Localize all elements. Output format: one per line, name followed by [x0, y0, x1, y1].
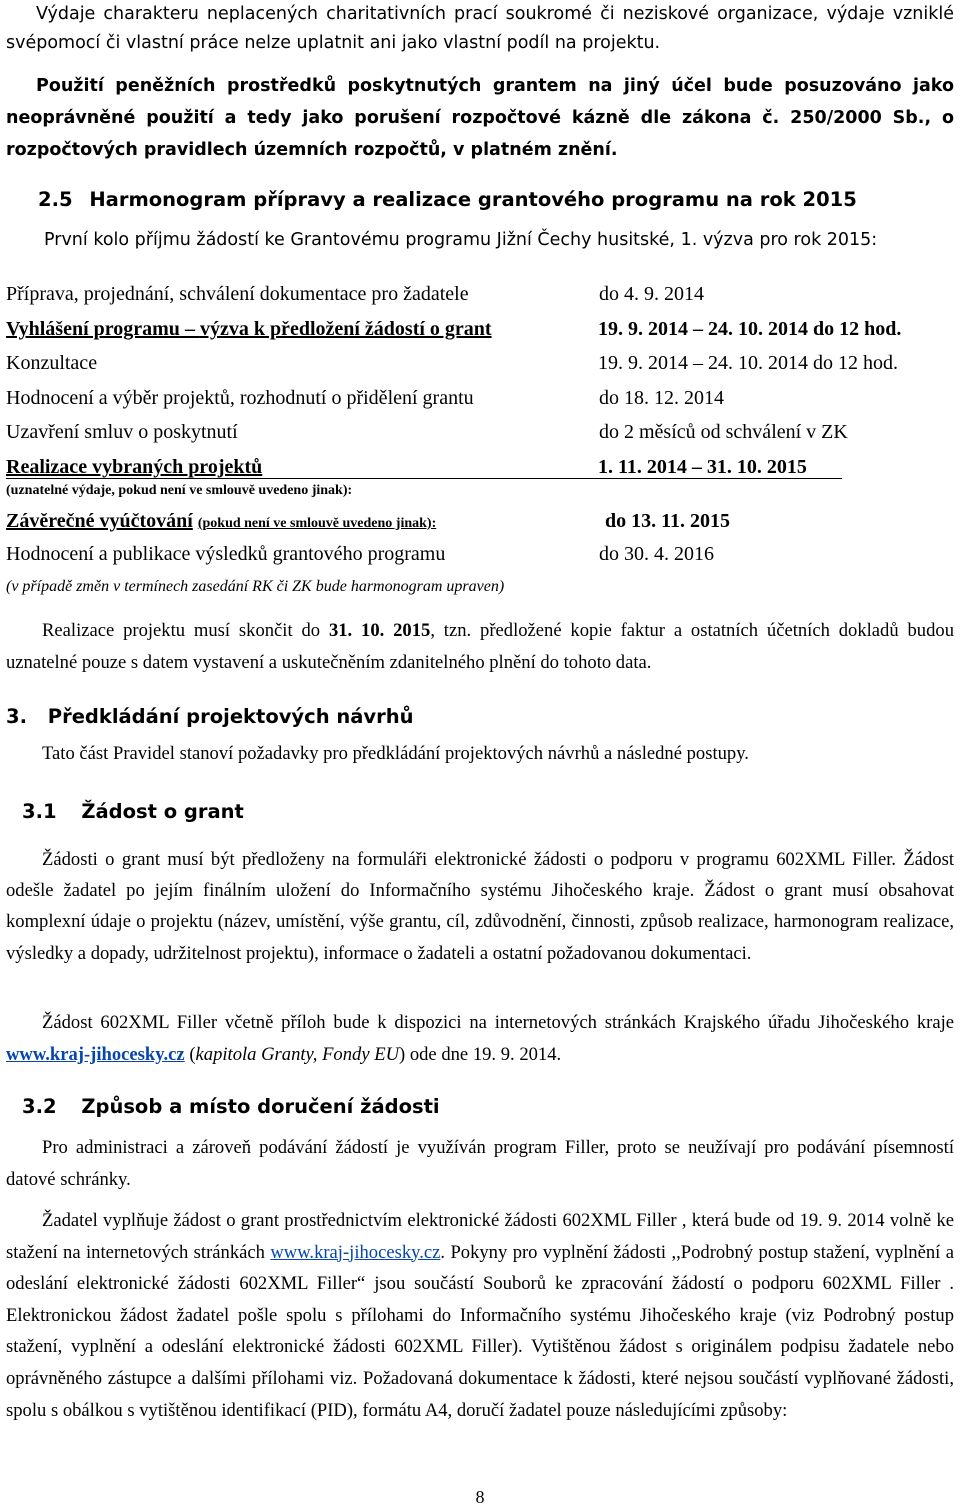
schedule-label: Konzultace	[6, 352, 98, 374]
section-number: 3.2	[22, 1095, 57, 1118]
section-3-2-heading	[22, 1095, 440, 1118]
schedule-label-part-1: Vyhlášení programu	[6, 318, 180, 340]
paragraph-text: Žádost 602XML Filler včetně příloh bude k dispozici na internetových stránkách Krajského úřadu Jihočeského kraje	[42, 1012, 954, 1033]
section-2-5-lead: První kolo příjmu žádostí ke Grantovému programu Jižní Čechy husitské, 1. výzva pro rok 2015:	[44, 230, 878, 250]
section-3-1-paragraph-2	[6, 1007, 954, 1070]
schedule-value: do 4. 9. 2014	[599, 283, 704, 305]
schedule-value: 19. 9. 2014 – 24. 10. 2014 do 12 hod.	[598, 318, 902, 340]
schedule-label: Realizace vybraných projektů	[6, 456, 263, 478]
section-title: Harmonogram přípravy a realizace grantového programu na rok 2015	[89, 188, 857, 211]
section-3-heading	[6, 705, 414, 728]
section-title: Způsob a místo doručení žádosti	[81, 1095, 440, 1118]
paragraph-text: . Pokyny pro vyplnění žádosti ,,Podrobný postup stažení, vyplnění a odeslání elektronické žádosti 602XML Filler“ jsou součástí Souborů ke zpracování žádostí o podporu 602XML Filler . Elektronickou žádost žadatel pošle spolu s přílohami do Informačního systému Jihočeského kraje (viz Podrobný postup stažení, vyplnění a odeslání elektronické žádosti 602XML Filler). Vytištěnou žádost s originálem podpisu žadatele nebo oprávněného zástupce a dalšími přílohami viz. Požadovaná dokumentace k žádosti, které nejsou součástí vyplňované žádosti, spolu s obálkou s vytištěnou identifikací (PID), formátu A4, doručí žadatel pouze následujícími způsoby:	[6, 1241, 954, 1421]
closing-date: 31. 10. 2015	[328, 620, 431, 641]
schedule-value: 19. 9. 2014 – 24. 10. 2014 do 12 hod.	[598, 352, 898, 374]
intro-paragraph-2: Použití peněžních prostředků poskytnutých grantem na jiný účel bude posuzováno jako neoprávněné použití a tedy jako porušení rozpočtové kázně dle zákona č. 250/2000 Sb., o rozpočtových pravidlech územních rozpočtů, v platném znění.	[6, 76, 954, 160]
paragraph-italic: kapitola Granty, Fondy EU	[195, 1043, 399, 1065]
schedule-label-part-2: výzva k předložení žádostí o grant	[199, 318, 492, 340]
schedule-label	[6, 510, 436, 533]
section-number: 3.1	[22, 800, 57, 823]
schedule-rule	[6, 478, 842, 479]
kraj-website-link[interactable]: www.kraj-jihocesky.cz	[6, 1043, 185, 1065]
schedule-label: Uzavření smluv o poskytnutí	[6, 421, 238, 443]
paragraph-text: (	[184, 1043, 196, 1065]
schedule-label	[6, 318, 492, 341]
intro-paragraph-1: Výdaje charakteru neplacených charitativních prací soukromé či neziskové organizace, výdaje vzniklé svépomocí či vlastní práce nelze uplatnit ani jako vlastní podíl na projektu.	[6, 4, 954, 53]
section-title: Předkládání projektových návrhů	[47, 705, 414, 728]
paragraph-text: ) ode dne 19. 9. 2014.	[399, 1043, 562, 1065]
schedule-label: Příprava, projednání, schválení dokumentace pro žadatele	[6, 283, 469, 305]
schedule-value: do 30. 4. 2016	[599, 543, 714, 565]
schedule-label-main: Závěrečné vyúčtování	[6, 510, 193, 532]
schedule-value: do 18. 12. 2014	[599, 387, 724, 409]
schedule-value: 1. 11. 2014 – 31. 10. 2015	[598, 456, 807, 478]
section-3-1-paragraph-1: Žádosti o grant musí být předloženy na formuláři elektronické žádosti o podporu v programu 602XML Filler. Žádost odešle žadatel po jejím finálním uložení do Informačního systému Jihočeského kraje. Žádost o grant musí obsahovat komplexní údaje o projektu (název, umístění, výše grantu, cíl, zdůvodnění, činnosti, způsob realizace, harmonogram realizace, výsledky a dopady, udržitelnost projektu), informace o žadateli a ostatní požadovanou dokumentaci.	[6, 849, 954, 964]
schedule-label: Hodnocení a výběr projektů, rozhodnutí o přidělení grantu	[6, 387, 474, 409]
schedule-label-separator: –	[179, 318, 200, 340]
section-3-1-heading	[22, 800, 244, 823]
section-number: 2.5	[38, 188, 73, 211]
section-3-2-paragraph-2	[6, 1205, 954, 1426]
schedule-label-note: (pokud není ve smlouvě uvedeno jinak):	[197, 516, 437, 531]
schedule-value: do 13. 11. 2015	[605, 510, 731, 532]
schedule-value: do 2 měsíců od schválení v ZK	[599, 421, 848, 443]
paragraph-text: Žadatel vyplňuje žádost o grant prostřednictvím elektronické žádosti 602XML Filler , která bude od 19. 9. 2014 volně ke stažení na internetových stránkách	[6, 1210, 954, 1263]
section-number: 3.	[6, 705, 27, 728]
section-2-5-closing	[6, 615, 954, 679]
schedule-note: (uznatelné výdaje, pokud není ve smlouvě uvedeno jinak):	[6, 483, 353, 498]
section-3-text: Tato část Pravidel stanoví požadavky pro předkládání projektových návrhů a následné postupy.	[42, 743, 749, 764]
closing-text-a: Realizace projektu musí skončit do	[42, 620, 329, 641]
schedule-label: Hodnocení a publikace výsledků grantového programu	[6, 543, 446, 565]
section-2-5-heading	[38, 188, 857, 211]
kraj-website-link[interactable]: www.kraj-jihocesky.cz	[270, 1241, 441, 1263]
page-number: 8	[475, 1487, 485, 1507]
schedule-footnote: (v případě změn v termínech zasedání RK či ZK bude harmonogram upraven)	[6, 578, 505, 595]
section-3-2-paragraph-1: Pro administraci a zároveň podávání žádostí je využíván program Filler, proto se neužívají pro podávání písemností datové schránky.	[6, 1137, 954, 1190]
section-title: Žádost o grant	[81, 800, 244, 823]
closing-text-b: , tzn. předložené kopie faktur a ostatních účetních dokladů budou uznatelné pouze s datem vystavení a uskutečněním zdanitelného plnění do tohoto data.	[6, 620, 954, 673]
